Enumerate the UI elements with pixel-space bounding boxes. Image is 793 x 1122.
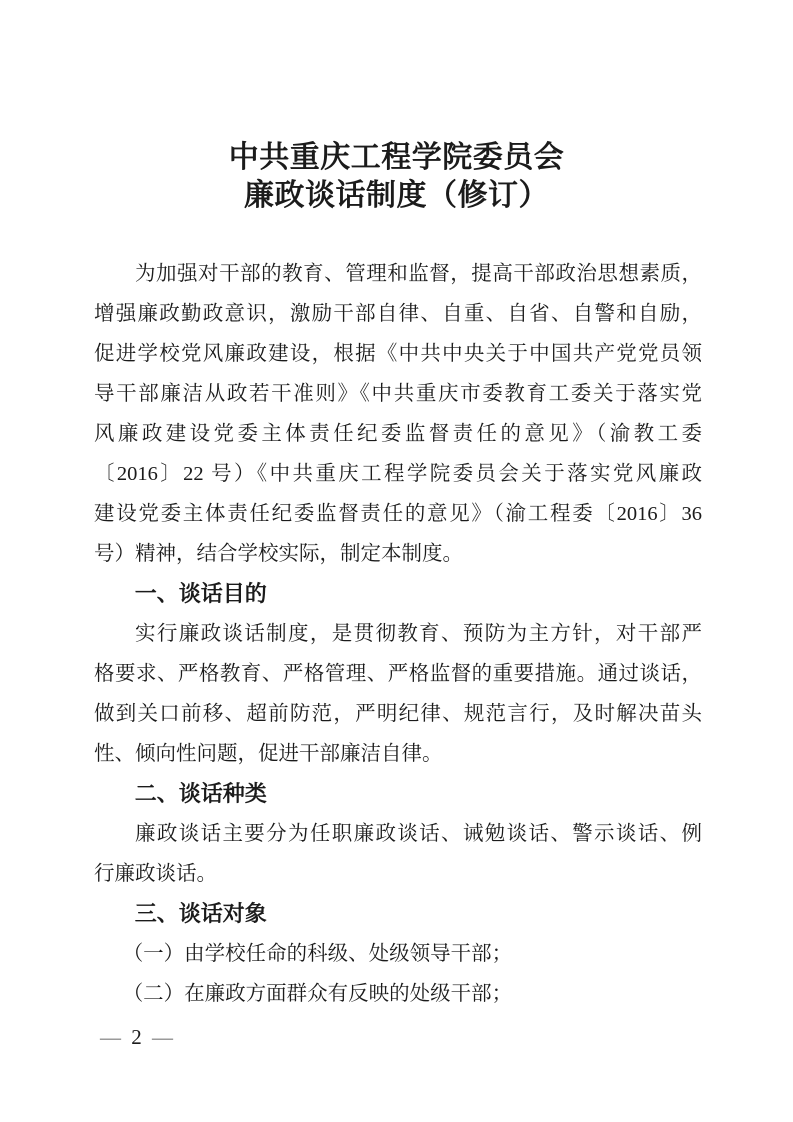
text-line: 建设党委主体责任纪委监督责任的意见》（渝工程委〔2016〕36: [94, 503, 702, 525]
section-heading: 二、谈话种类: [134, 781, 267, 806]
text-line: 做到关口前移、超前防范，严明纪律、规范言行，及时解决苗头: [94, 703, 702, 725]
footer-dash-right: —: [152, 1025, 173, 1049]
page-footer: [100, 1025, 173, 1049]
text-line: 〔2016〕22 号）《中共重庆工程学院委员会关于落实党风廉政: [94, 463, 702, 485]
text-line: 实行廉政谈话制度，是贯彻教育、预防为主方针，对干部严: [135, 623, 702, 645]
section-heading: 三、谈话对象: [134, 901, 267, 926]
text-line: 促进学校党风廉政建设，根据《中共中央关于中国共产党党员领: [94, 343, 702, 365]
text-line: （二）在廉政方面群众有反映的处级干部；: [122, 983, 513, 1005]
document-body: [94, 254, 702, 1014]
text-line: 为加强对干部的教育、管理和监督，提高干部政治思想素质，: [135, 263, 702, 285]
text-line: 风廉政建设党委主体责任纪委监督责任的意见》（渝教工委: [94, 423, 702, 445]
text-line: 格要求、严格教育、严格管理、严格监督的重要措施。通过谈话，: [94, 663, 702, 685]
title-line-1: 中共重庆工程学院委员会: [228, 141, 565, 174]
text-line: （一）由学校任命的科级、处级领导干部；: [122, 943, 513, 965]
document-title: [0, 139, 793, 215]
footer-dash-left: —: [100, 1025, 121, 1049]
section-heading: 一、谈话目的: [134, 581, 267, 606]
text-line: 行廉政谈话。: [94, 863, 217, 885]
text-line: 廉政谈话主要分为任职廉政谈话、诫勉谈话、警示谈话、例: [135, 823, 702, 845]
page-number: 2: [131, 1025, 142, 1049]
text-line: 增强廉政勤政意识，激励干部自律、自重、自省、自警和自励，: [94, 303, 702, 325]
title-line-2: 廉政谈话制度（修订）: [244, 179, 549, 212]
text-line: 号）精神，结合学校实际，制定本制度。: [94, 543, 463, 565]
text-line: 导干部廉洁从政若干准则》《中共重庆市委教育工委关于落实党: [94, 383, 702, 405]
text-line: 性、倾向性问题，促进干部廉洁自律。: [94, 743, 443, 765]
